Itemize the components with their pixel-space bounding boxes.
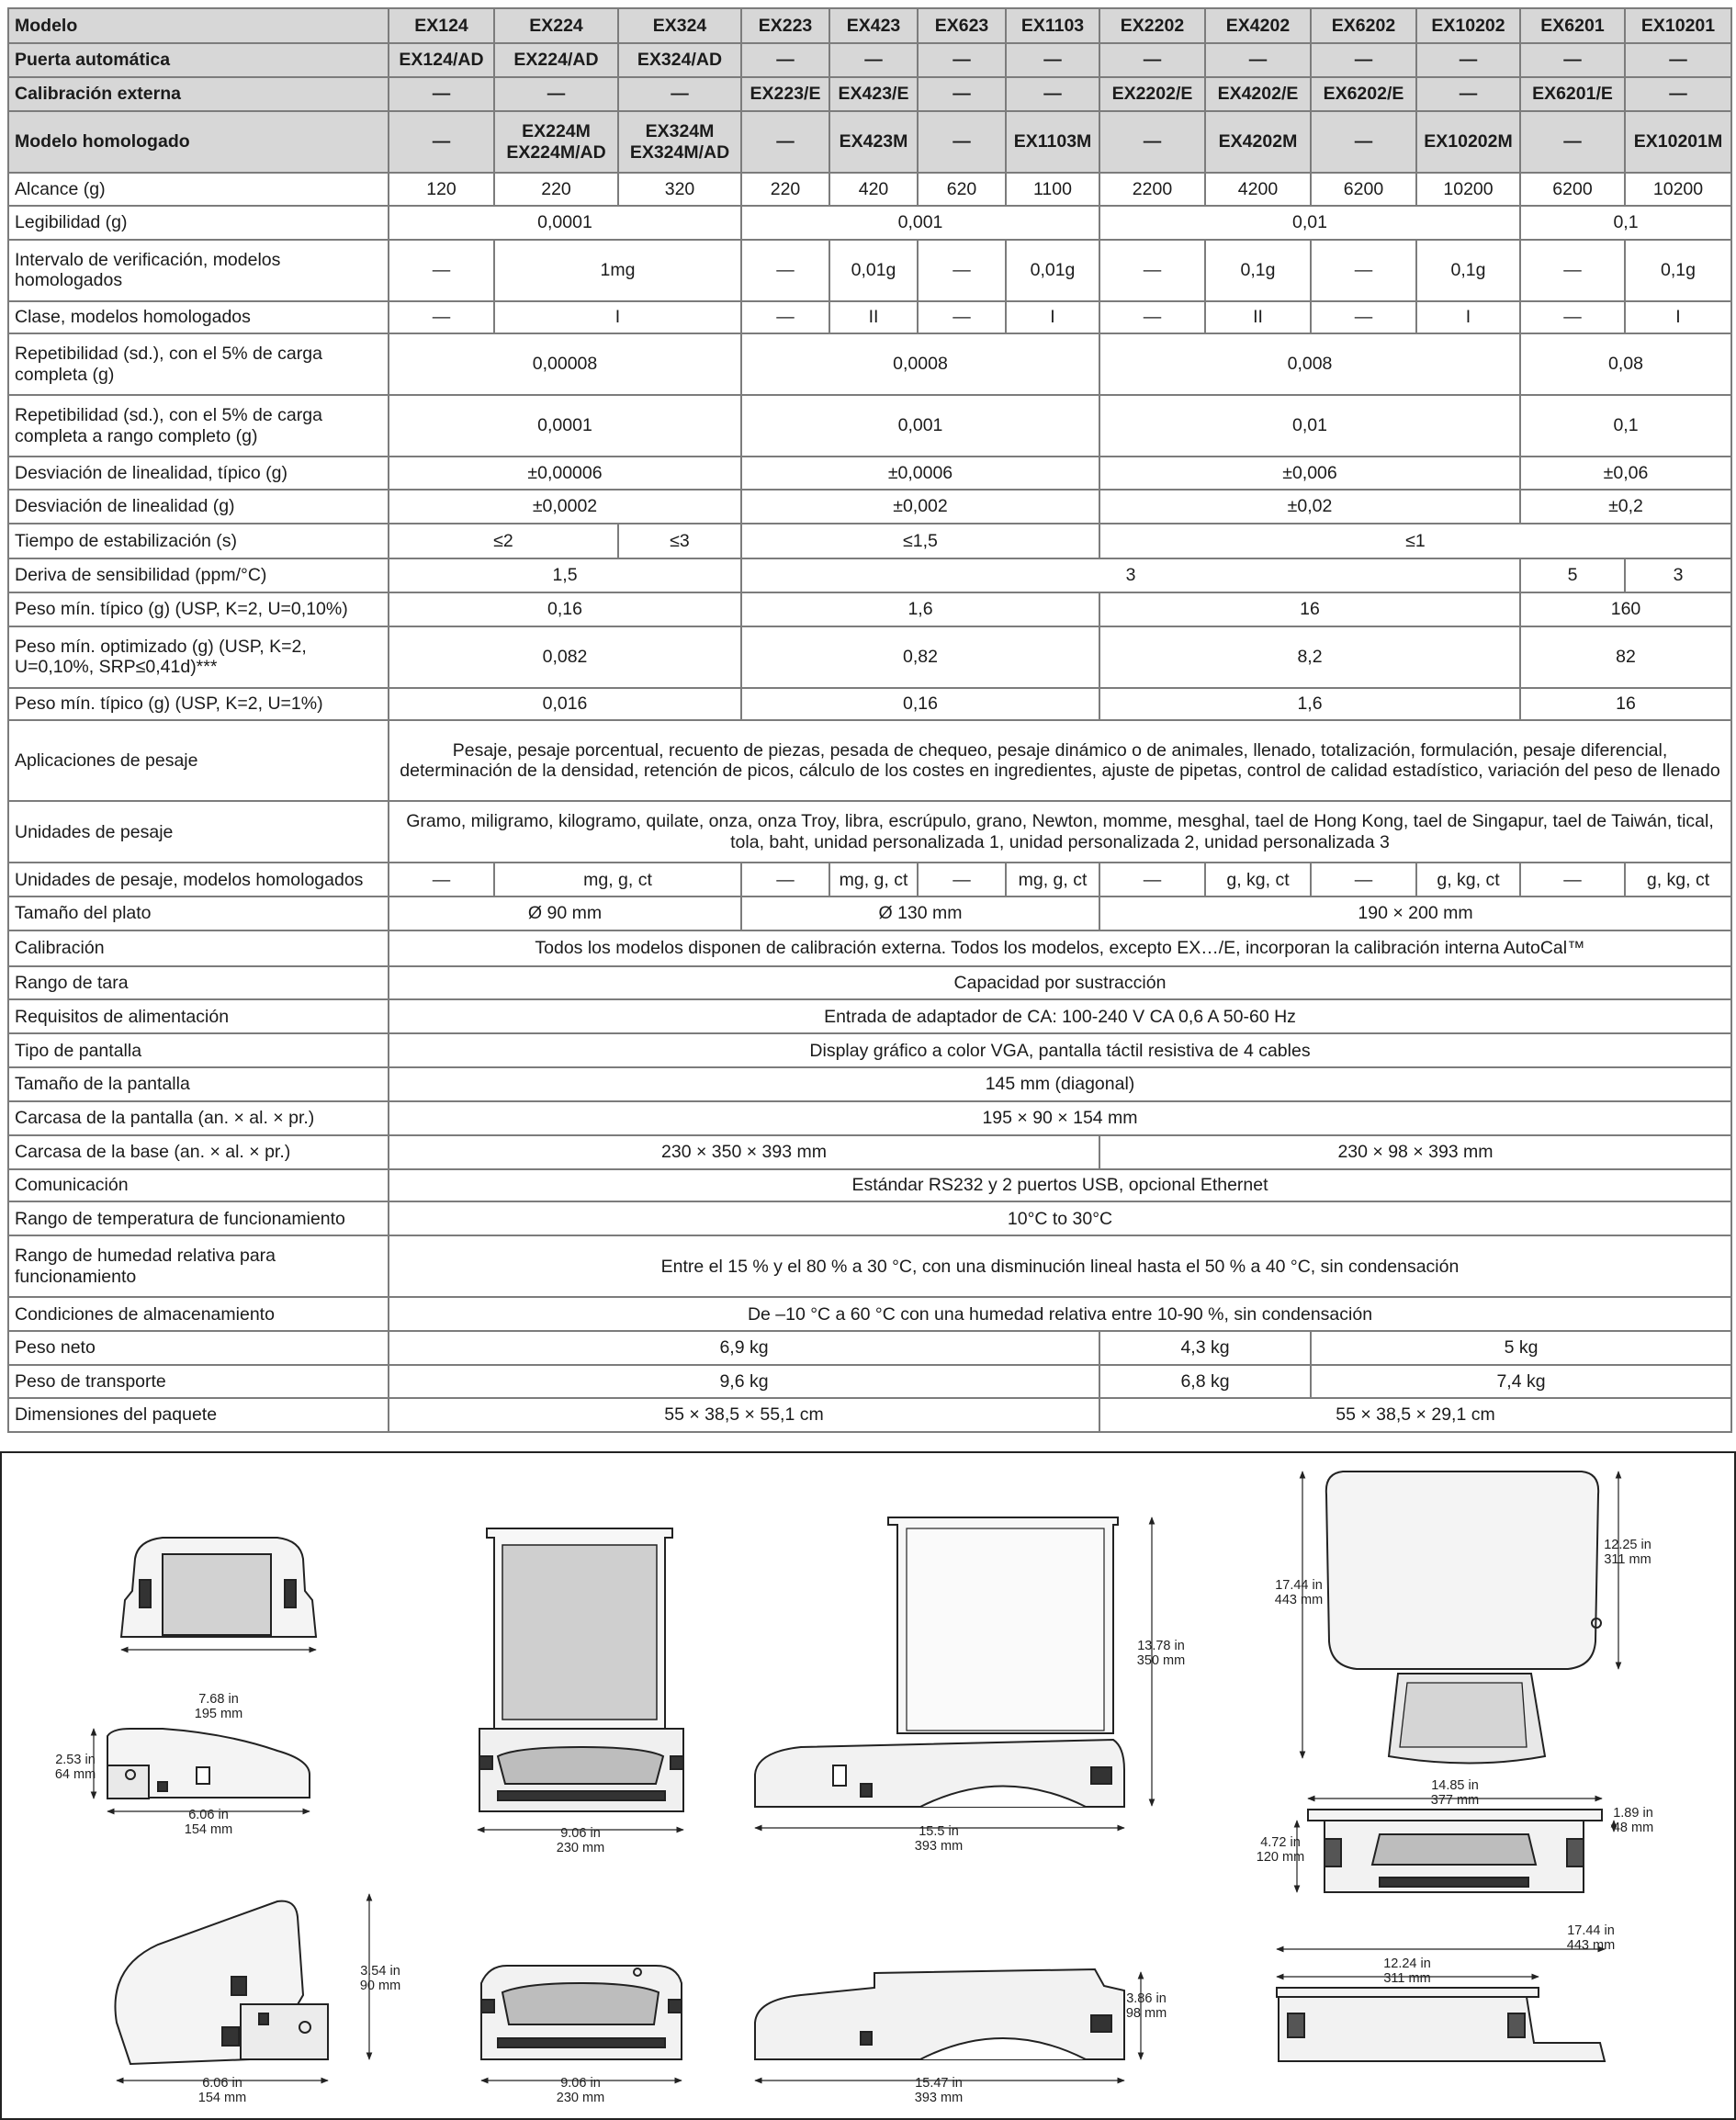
terminal-tilt-drawing <box>115 1894 369 2081</box>
spec-cell: — <box>1099 301 1205 334</box>
spec-cell: — <box>1099 111 1205 173</box>
spec-cell: — <box>1520 111 1625 173</box>
spec-cell: 10200 <box>1416 173 1520 206</box>
analytical-front-drawing <box>478 1528 683 1830</box>
spec-cell: II <box>829 301 918 334</box>
spec-cell: EX1103 <box>1006 8 1099 43</box>
spec-cell: EX6201 <box>1520 8 1625 43</box>
spec-cell: mg, g, ct <box>494 863 741 896</box>
spec-cell: — <box>389 301 494 334</box>
spec-row-label: Carcasa de la pantalla (an. × al. × pr.) <box>8 1101 389 1135</box>
spec-cell: ±0,002 <box>741 490 1099 524</box>
dimension-label: 12.25 in 311 mm <box>1604 1538 1651 1567</box>
terminal-side-drawing <box>94 1729 310 1811</box>
spec-cell: ≤3 <box>618 524 741 558</box>
spec-cell: ≤1 <box>1099 524 1731 558</box>
spec-row-label: Tiempo de estabilización (s) <box>8 524 389 558</box>
spec-row-label: Repetibilidad (sd.), con el 5% de carga completa a rango completo (g) <box>8 395 389 457</box>
precision-side-drawing <box>755 1969 1141 2081</box>
spec-cell: — <box>389 77 494 111</box>
spec-cell: — <box>741 111 829 173</box>
spec-cell: — <box>918 77 1006 111</box>
spec-cell: 230 × 350 × 393 mm <box>389 1135 1099 1169</box>
spec-row <box>8 301 1731 334</box>
spec-cell: 6200 <box>1311 173 1416 206</box>
spec-row-label: Repetibilidad (sd.), con el 5% de carga completa (g) <box>8 333 389 395</box>
spec-row-label: Rango de tara <box>8 966 389 1000</box>
spec-cell: Gramo, miligramo, kilogramo, quilate, onza, onza Troy, libra, escrúpulo, grano, Newton, momme, mesghal, tael de Hong Kong, tael de Singapur, tael de Taiwán, tical, tola, baht, unidad personalizada 1, unidad personalizada 2, unidad personalizada 3 <box>389 801 1731 863</box>
spec-row <box>8 592 1731 626</box>
spec-cell: 145 mm (diagonal) <box>389 1067 1731 1101</box>
spec-cell: — <box>1520 301 1625 334</box>
spec-cell: EX223/E <box>741 77 829 111</box>
spec-cell: — <box>1311 111 1416 173</box>
dimension-drawings <box>2 1453 1734 2118</box>
spec-cell: 16 <box>1520 688 1731 721</box>
spec-row <box>8 801 1731 863</box>
dimension-label: 7.68 in 195 mm <box>194 1692 243 1721</box>
spec-row <box>8 1331 1731 1365</box>
spec-row-label: Unidades de pesaje, modelos homologados <box>8 863 389 896</box>
spec-cell: — <box>741 43 829 77</box>
spec-cell: 0,1 <box>1520 395 1731 457</box>
spec-row-label: Peso mín. típico (g) (USP, K=2, U=1%) <box>8 688 389 721</box>
spec-cell: EX10202 <box>1416 8 1520 43</box>
spec-cell: EX124/AD <box>389 43 494 77</box>
spec-row-label: Intervalo de verificación, modelos homologados <box>8 240 389 301</box>
dimension-label: 17.44 in 443 mm <box>1566 1923 1616 1953</box>
spec-cell: EX2202 <box>1099 8 1205 43</box>
spec-cell: — <box>618 77 741 111</box>
spec-cell: 420 <box>829 173 918 206</box>
spec-cell: ±0,006 <box>1099 457 1520 490</box>
spec-row-label: Peso mín. optimizado (g) (USP, K=2, U=0,10%, SRP≤0,41d)*** <box>8 626 389 688</box>
spec-cell: ±0,2 <box>1520 490 1731 524</box>
spec-cell: — <box>494 77 618 111</box>
spec-row-label: Alcance (g) <box>8 173 389 206</box>
spec-cell: — <box>1520 240 1625 301</box>
spec-cell: 220 <box>741 173 829 206</box>
spec-row-label: Peso mín. típico (g) (USP, K=2, U=0,10%) <box>8 592 389 626</box>
spec-row <box>8 1398 1731 1432</box>
spec-row-label: Desviación de linealidad, típico (g) <box>8 457 389 490</box>
spec-cell: Entrada de adaptador de CA: 100-240 V CA 0,6 A 50-60 Hz <box>389 999 1731 1033</box>
spec-cell: g, kg, ct <box>1205 863 1311 896</box>
spec-cell: EX10201M <box>1625 111 1731 173</box>
spec-cell: 0,01 <box>1099 206 1520 240</box>
spec-cell: 195 × 90 × 154 mm <box>389 1101 1731 1135</box>
dimension-label: 6.06 in 154 mm <box>184 1808 233 1837</box>
spec-cell: ±0,0002 <box>389 490 741 524</box>
spec-cell: ≤1,5 <box>741 524 1099 558</box>
spec-row <box>8 558 1731 592</box>
spec-row <box>8 1135 1731 1169</box>
spec-row <box>8 206 1731 240</box>
spec-cell: — <box>918 863 1006 896</box>
spec-row <box>8 111 1731 173</box>
spec-cell: g, kg, ct <box>1625 863 1731 896</box>
spec-row-label: Clase, modelos homologados <box>8 301 389 334</box>
spec-cell: 1,5 <box>389 558 741 592</box>
spec-row-label: Modelo <box>8 8 389 43</box>
spec-row <box>8 720 1731 801</box>
spec-cell: g, kg, ct <box>1416 863 1520 896</box>
spec-cell: 0,01g <box>829 240 918 301</box>
spec-cell: 320 <box>618 173 741 206</box>
dimension-label: 13.78 in 350 mm <box>1136 1639 1186 1668</box>
dimension-label: 14.85 in 377 mm <box>1430 1778 1480 1808</box>
spec-cell: 0,08 <box>1520 333 1731 395</box>
spec-cell: 0,0001 <box>389 395 741 457</box>
spec-row <box>8 1033 1731 1067</box>
spec-cell: 6,9 kg <box>389 1331 1099 1365</box>
spec-cell: 7,4 kg <box>1311 1365 1731 1398</box>
spec-cell: 5 <box>1520 558 1625 592</box>
spec-row <box>8 490 1731 524</box>
spec-cell: EX2202/E <box>1099 77 1205 111</box>
spec-row-label: Comunicación <box>8 1169 389 1202</box>
spec-cell: Capacidad por sustracción <box>389 966 1731 1000</box>
spec-row <box>8 8 1731 43</box>
spec-cell: EX224M EX224M/AD <box>494 111 618 173</box>
spec-cell: 0,01 <box>1099 395 1520 457</box>
spec-cell: 0,0008 <box>741 333 1099 395</box>
spec-cell: — <box>1099 863 1205 896</box>
spec-cell: — <box>1099 240 1205 301</box>
spec-cell: — <box>1311 43 1416 77</box>
spec-cell: — <box>1311 301 1416 334</box>
spec-cell: 6,8 kg <box>1099 1365 1311 1398</box>
dimension-label: 17.44 in 443 mm <box>1274 1578 1324 1607</box>
spec-row-label: Aplicaciones de pesaje <box>8 720 389 801</box>
spec-cell: EX623 <box>918 8 1006 43</box>
spec-cell: — <box>1099 43 1205 77</box>
spec-cell: 220 <box>494 173 618 206</box>
spec-cell: 0,16 <box>741 688 1099 721</box>
dimension-label: 3.86 in 98 mm <box>1125 1991 1167 2021</box>
spec-cell: EX324M EX324M/AD <box>618 111 741 173</box>
spec-row-label: Dimensiones del paquete <box>8 1398 389 1432</box>
spec-cell: 0,016 <box>389 688 741 721</box>
spec-cell: 0,01g <box>1006 240 1099 301</box>
spec-cell: 10°C to 30°C <box>389 1201 1731 1235</box>
spec-row-label: Desviación de linealidad (g) <box>8 490 389 524</box>
spec-cell: 1,6 <box>741 592 1099 626</box>
spec-cell: 190 × 200 mm <box>1099 896 1731 930</box>
spec-cell: I <box>1625 301 1731 334</box>
spec-cell: 16 <box>1099 592 1520 626</box>
spec-cell: ≤2 <box>389 524 618 558</box>
spec-row-label: Calibración <box>8 930 389 965</box>
spec-cell: Ø 90 mm <box>389 896 741 930</box>
spec-cell: EX6202 <box>1311 8 1416 43</box>
spec-cell: 0,001 <box>741 395 1099 457</box>
spec-row-label: Rango de temperatura de funcionamiento <box>8 1201 389 1235</box>
spec-cell: 2200 <box>1099 173 1205 206</box>
spec-row-label: Deriva de sensibilidad (ppm/°C) <box>8 558 389 592</box>
spec-cell: EX10202M <box>1416 111 1520 173</box>
spec-cell: EX324/AD <box>618 43 741 77</box>
spec-row-label: Unidades de pesaje <box>8 801 389 863</box>
spec-row-label: Puerta automática <box>8 43 389 77</box>
spec-cell: — <box>741 863 829 896</box>
spec-cell: — <box>741 240 829 301</box>
spec-cell: — <box>1520 43 1625 77</box>
spec-row <box>8 999 1731 1033</box>
spec-cell: 0,16 <box>389 592 741 626</box>
spec-row-label: Legibilidad (g) <box>8 206 389 240</box>
spec-cell: mg, g, ct <box>829 863 918 896</box>
spec-cell: EX4202 <box>1205 8 1311 43</box>
spec-cell: Ø 130 mm <box>741 896 1099 930</box>
spec-row-label: Rango de humedad relativa para funcionamiento <box>8 1235 389 1297</box>
spec-cell: EX224/AD <box>494 43 618 77</box>
spec-cell: 55 × 38,5 × 29,1 cm <box>1099 1398 1731 1432</box>
dimension-drawings-panel <box>0 1451 1736 2120</box>
analytical-side-drawing <box>755 1517 1152 1828</box>
spec-cell: — <box>1205 43 1311 77</box>
spec-row <box>8 77 1731 111</box>
spec-cell: Entre el 15 % y el 80 % a 30 °C, con una disminución lineal hasta el 50 % a 40 °C, sin condensación <box>389 1235 1731 1297</box>
specifications-table <box>7 7 1732 1433</box>
spec-row-label: Tamaño de la pantalla <box>8 1067 389 1101</box>
large-pan-side-drawing <box>1277 1949 1605 2061</box>
spec-cell: 0,82 <box>741 626 1099 688</box>
spec-cell: 0,082 <box>389 626 741 688</box>
spec-row-label: Requisitos de alimentación <box>8 999 389 1033</box>
spec-row <box>8 1101 1731 1135</box>
spec-row-label: Peso de transporte <box>8 1365 389 1398</box>
spec-cell: 4200 <box>1205 173 1311 206</box>
spec-cell: EX10201 <box>1625 8 1731 43</box>
large-pan-top-drawing <box>1302 1472 1618 1764</box>
spec-cell: 9,6 kg <box>389 1365 1099 1398</box>
spec-row <box>8 1067 1731 1101</box>
spec-row-label: Calibración externa <box>8 77 389 111</box>
spec-row <box>8 626 1731 688</box>
dimension-label: 3.54 in 90 mm <box>359 1964 401 1993</box>
spec-cell: — <box>1006 77 1099 111</box>
spec-row <box>8 395 1731 457</box>
spec-cell: — <box>918 43 1006 77</box>
spec-cell: Pesaje, pesaje porcentual, recuento de piezas, pesada de chequeo, pesaje dinámico o de animales, llenado, totalización, formulación, pesaje diferencial, determinación de la densidad, retención de picos, cálculo de los costes en ingredientes, ajuste de pipetas, control de calidad estadístico, variación del peso de llenado <box>389 720 1731 801</box>
spec-cell: 3 <box>1625 558 1731 592</box>
dimension-label: 15.47 in 393 mm <box>914 2076 964 2105</box>
spec-row <box>8 457 1731 490</box>
spec-row-label: Peso neto <box>8 1331 389 1365</box>
spec-cell: 620 <box>918 173 1006 206</box>
spec-cell: 4,3 kg <box>1099 1331 1311 1365</box>
spec-row <box>8 43 1731 77</box>
spec-cell: Display gráfico a color VGA, pantalla táctil resistiva de 4 cables <box>389 1033 1731 1067</box>
dimension-label: 1.89 in 48 mm <box>1612 1806 1654 1835</box>
dimension-label: 12.24 in 311 mm <box>1383 1956 1431 1986</box>
spec-cell: — <box>918 301 1006 334</box>
spec-cell: ±0,06 <box>1520 457 1731 490</box>
spec-cell: EX223 <box>741 8 829 43</box>
spec-cell: I <box>1006 301 1099 334</box>
spec-cell: EX4202/E <box>1205 77 1311 111</box>
spec-cell: — <box>829 43 918 77</box>
spec-cell: EX124 <box>389 8 494 43</box>
spec-row <box>8 173 1731 206</box>
spec-cell: 0,0001 <box>389 206 741 240</box>
spec-row <box>8 1169 1731 1202</box>
spec-row <box>8 1297 1731 1331</box>
spec-cell: 1100 <box>1006 173 1099 206</box>
spec-row-label: Modelo homologado <box>8 111 389 173</box>
spec-cell: Estándar RS232 y 2 puertos USB, opcional Ethernet <box>389 1169 1731 1202</box>
spec-cell: EX1103M <box>1006 111 1099 173</box>
dimension-label: 2.53 in 64 mm <box>54 1753 96 1782</box>
spec-cell: — <box>741 301 829 334</box>
spec-cell: 55 × 38,5 × 55,1 cm <box>389 1398 1099 1432</box>
spec-cell: EX6202/E <box>1311 77 1416 111</box>
spec-cell: 0,1g <box>1205 240 1311 301</box>
spec-cell: 230 × 98 × 393 mm <box>1099 1135 1731 1169</box>
spec-cell: EX324 <box>618 8 741 43</box>
spec-cell: 0,1g <box>1416 240 1520 301</box>
dimension-label: 6.06 in 154 mm <box>197 2076 247 2105</box>
spec-cell: 1,6 <box>1099 688 1520 721</box>
spec-cell: 0,00008 <box>389 333 741 395</box>
terminal-front-drawing <box>121 1538 316 1650</box>
spec-cell: — <box>389 111 494 173</box>
spec-cell: 160 <box>1520 592 1731 626</box>
spec-cell: — <box>1625 43 1731 77</box>
spec-row-label: Carcasa de la base (an. × al. × pr.) <box>8 1135 389 1169</box>
spec-cell: — <box>1006 43 1099 77</box>
spec-cell: 10200 <box>1625 173 1731 206</box>
spec-cell: 0,008 <box>1099 333 1520 395</box>
dimension-label: 4.72 in 120 mm <box>1256 1835 1305 1865</box>
spec-row-label: Tipo de pantalla <box>8 1033 389 1067</box>
spec-row <box>8 896 1731 930</box>
spec-cell: mg, g, ct <box>1006 863 1099 896</box>
spec-cell: 8,2 <box>1099 626 1520 688</box>
spec-cell: EX6201/E <box>1520 77 1625 111</box>
precision-front-drawing <box>481 1966 682 2081</box>
spec-cell: — <box>389 240 494 301</box>
spec-cell: EX423M <box>829 111 918 173</box>
dimension-label: 9.06 in 230 mm <box>556 2076 605 2105</box>
spec-row <box>8 1201 1731 1235</box>
spec-cell: — <box>1311 863 1416 896</box>
spec-row <box>8 524 1731 558</box>
spec-cell: 1mg <box>494 240 741 301</box>
spec-cell: EX224 <box>494 8 618 43</box>
spec-row <box>8 333 1731 395</box>
spec-cell: ±0,00006 <box>389 457 741 490</box>
spec-row <box>8 966 1731 1000</box>
spec-cell: EX423 <box>829 8 918 43</box>
spec-cell: EX423/E <box>829 77 918 111</box>
spec-cell: 82 <box>1520 626 1731 688</box>
spec-cell: — <box>1416 43 1520 77</box>
dimension-label: 15.5 in 393 mm <box>914 1824 964 1854</box>
dimension-label: 9.06 in 230 mm <box>556 1826 605 1855</box>
spec-cell: — <box>1416 77 1520 111</box>
spec-cell: — <box>1311 240 1416 301</box>
spec-row <box>8 863 1731 896</box>
spec-cell: Todos los modelos disponen de calibración externa. Todos los modelos, excepto EX…/E, incorporan la calibración interna AutoCal™ <box>389 930 1731 965</box>
spec-row-label: Tamaño del plato <box>8 896 389 930</box>
spec-cell: 3 <box>741 558 1520 592</box>
spec-cell: EX4202M <box>1205 111 1311 173</box>
spec-cell: I <box>1416 301 1520 334</box>
spec-row <box>8 688 1731 721</box>
spec-row <box>8 1235 1731 1297</box>
spec-cell: ±0,0006 <box>741 457 1099 490</box>
spec-row-label: Condiciones de almacenamiento <box>8 1297 389 1331</box>
spec-row <box>8 1365 1731 1398</box>
spec-cell: De –10 °C a 60 °C con una humedad relativa entre 10-90 %, sin condensación <box>389 1297 1731 1331</box>
spec-cell: II <box>1205 301 1311 334</box>
spec-cell: 0,1 <box>1520 206 1731 240</box>
spec-cell: I <box>494 301 741 334</box>
spec-cell: 5 kg <box>1311 1331 1731 1365</box>
spec-cell: 0,001 <box>741 206 1099 240</box>
spec-cell: 0,1g <box>1625 240 1731 301</box>
spec-cell: ±0,02 <box>1099 490 1520 524</box>
spec-cell: — <box>389 863 494 896</box>
spec-cell: 6200 <box>1520 173 1625 206</box>
spec-cell: — <box>1625 77 1731 111</box>
spec-cell: — <box>918 111 1006 173</box>
spec-cell: — <box>918 240 1006 301</box>
spec-row <box>8 240 1731 301</box>
spec-cell: 120 <box>389 173 494 206</box>
large-pan-front-drawing <box>1297 1799 1614 1892</box>
spec-cell: — <box>1520 863 1625 896</box>
spec-row <box>8 930 1731 965</box>
